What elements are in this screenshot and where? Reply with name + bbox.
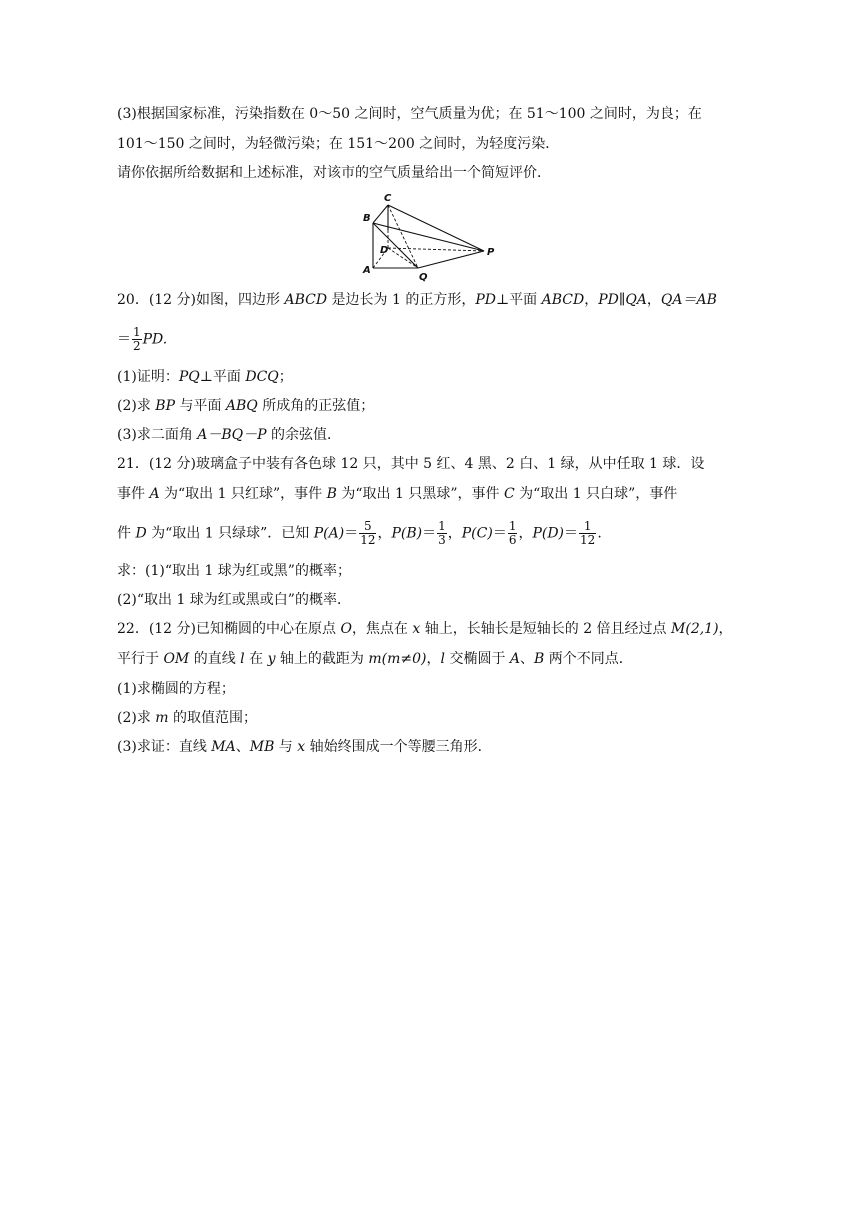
edge-DQ: [388, 248, 418, 268]
q19-part3-line2: 101～150 之间时，为轻微污染；在 151～200 之间时，为轻度污染．: [117, 136, 560, 152]
q21-ask2: (2)“取出 1 球为红或黑或白”的概率．: [117, 592, 351, 608]
q21-line3: 件 D 为“取出 1 只绿球”．已知 P(A)＝ $\frac{5}{12}$ ，P(B)＝ $\frac{1}{3}$ ，P(C)＝ $\frac{1}{6}$ ，P(D)＝ $\frac{1}{12}$ .: [117, 519, 602, 547]
label-A: A: [363, 265, 371, 276]
q19-part3-line3: 请你依据所给数据和上述标准，对该市的空气质量给出一个简短评价．: [117, 165, 551, 181]
edge-BP: [373, 223, 484, 251]
geometry-figure: [356, 190, 506, 285]
q20-part1: (1)证明：PQ⊥平面 DCQ；: [117, 369, 293, 385]
q22-line1: 22．(12 分)已知椭圆的中心在原点 O，焦点在 x 轴上，长轴长是短轴长的 2 倍且经过点 M(2,1)，: [117, 621, 733, 637]
label-D: D: [380, 245, 389, 256]
q20-part3: (3)求二面角 A－BQ－P 的余弦值．: [117, 427, 342, 443]
label-C: C: [384, 193, 392, 204]
edge-CQ: [388, 205, 418, 268]
label-Q: Q: [419, 272, 428, 283]
q21-ask1: 求：(1)“取出 1 球为红或黑”的概率；: [117, 563, 351, 579]
fraction-pb: $\frac{1}{3}$: [438, 519, 446, 547]
fraction-half: $\frac{1}{2}$: [133, 325, 141, 353]
label-P: P: [487, 247, 495, 258]
q22-line2: 平行于 OM 的直线 l 在 y 轴上的截距为 m(m≠0)，l 交椭圆于 A、B 两个不同点．: [117, 651, 633, 667]
fraction-pd: $\frac{1}{12}$: [580, 519, 596, 547]
fraction-pa: $\frac{5}{12}$: [360, 519, 376, 547]
q20-stem-line2: ＝ $\frac{1}{2}$ PD.: [117, 325, 168, 353]
q21-line2: 事件 A 为“取出 1 只红球”，事件 B 为“取出 1 只黑球”，事件 C 为“取出 1 只白球”，事件: [117, 486, 678, 502]
q21-line1: 21．(12 分)玻璃盒子中装有各色球 12 只，其中 5 红、4 黑、2 白、1 绿，从中任取 1 球．设: [117, 456, 705, 472]
label-B: B: [363, 213, 371, 224]
q19-part3-line1: (3)根据国家标准，污染指数在 0～50 之间时，空气质量为优；在 51～100 之间时，为良；在: [117, 106, 702, 122]
edge-QP: [418, 251, 484, 268]
edge-CP: [388, 205, 484, 251]
q20-part2: (2)求 BP 与平面 ABQ 所成角的正弦值；: [117, 398, 375, 414]
q20-stem-line1: 20．(12 分)如图，四边形 ABCD 是边长为 1 的正方形，PD⊥平面 ABCD，PD∥QA，QA＝AB: [117, 292, 717, 308]
q22-part1: (1)求椭圆的方程；: [117, 681, 235, 697]
fraction-pc: $\frac{1}{6}$: [508, 519, 517, 547]
q22-part2: (2)求 m 的取值范围；: [117, 710, 258, 726]
edge-DP: [388, 248, 484, 251]
q22-part3: (3)求证：直线 MA、MB 与 x 轴始终围成一个等腰三角形．: [117, 739, 492, 755]
edge-BC: [373, 205, 388, 223]
